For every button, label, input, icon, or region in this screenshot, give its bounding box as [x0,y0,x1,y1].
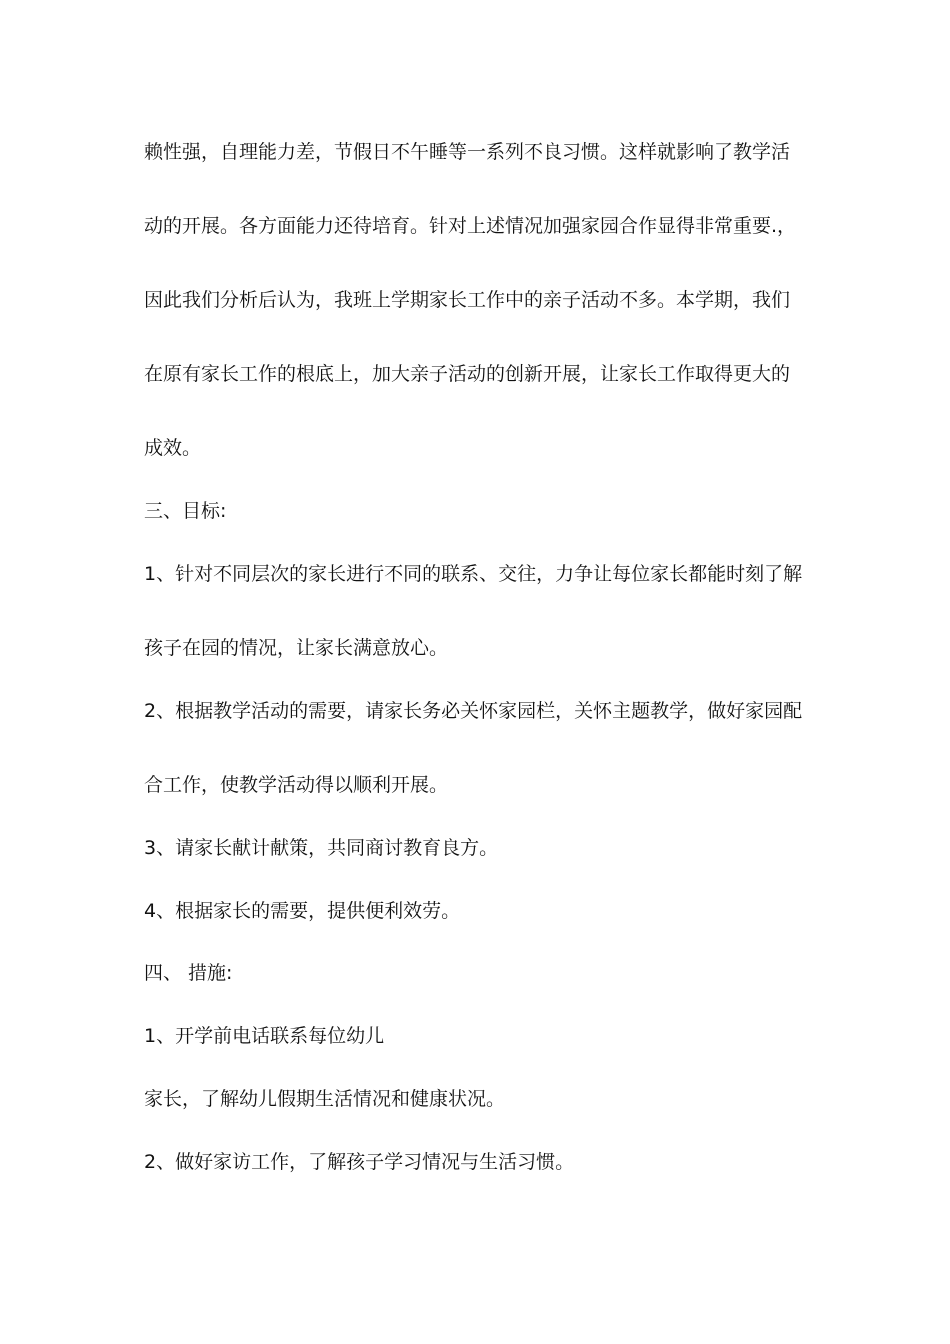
goal-item-3: 3、请家长献计献策，共同商讨教育良方。 [144,837,499,859]
paragraph-line: 成效。 [144,437,202,459]
section-heading-measures: 四、 措施: [144,962,233,984]
paragraph-line: 因此我们分析后认为，我班上学期家长工作中的亲子活动不多。本学期，我们 [144,289,791,311]
paragraph-line: 赖性强，自理能力差，节假日不午睡等一系列不良习惯。这样就影响了教学活 [144,141,791,163]
goal-item-1-continued: 孩子在园的情况，让家长满意放心。 [144,637,449,659]
measure-item-1: 1、开学前电话联系每位幼儿 [144,1025,385,1047]
measure-item-1-continued: 家长，了解幼儿假期生活情况和健康状况。 [144,1088,506,1110]
section-heading-goals: 三、目标: [144,500,227,522]
paragraph-line: 在原有家长工作的根底上，加大亲子活动的创新开展，让家长工作取得更大的 [144,363,791,385]
goal-item-1: 1、针对不同层次的家长进行不同的联系、交往，力争让每位家长都能时刻了解 [144,563,803,585]
paragraph-line: 动的开展。各方面能力还待培育。针对上述情况加强家园合作显得非常重要.， [144,215,797,237]
measure-item-2: 2、做好家访工作，了解孩子学习情况与生活习惯。 [144,1151,575,1173]
goal-item-2: 2、根据教学活动的需要，请家长务必关怀家园栏，关怀主题教学，做好家园配 [144,700,803,722]
goal-item-4: 4、根据家长的需要，提供便利效劳。 [144,900,461,922]
goal-item-2-continued: 合工作，使教学活动得以顺利开展。 [144,774,449,796]
